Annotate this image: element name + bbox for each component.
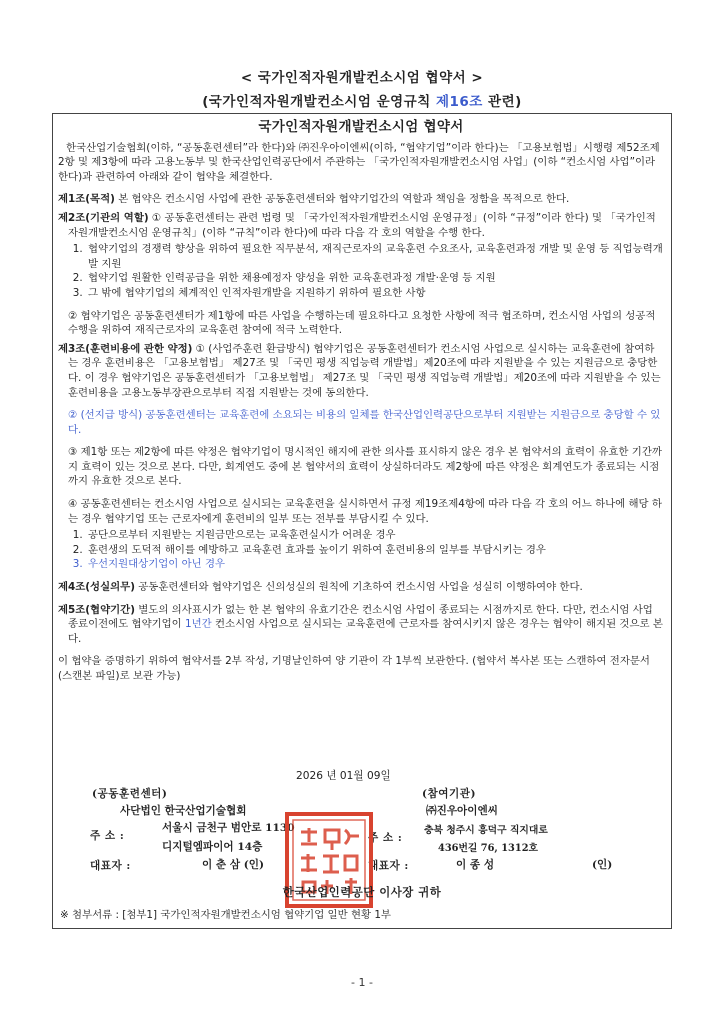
article-3-body: ① (사업주훈련 환급방식) 협약기업은 공동훈련센터가 컨소시엄 사업으로 실시하는 교육훈련에 참여하는 경우 훈련비용은 「고용보험법」 제27조 및 「국민 평생 직업능력 개발법」제20조에 따라 지원받을 수 있는 지원금으로 충당한다. 이 경우 협약기업은 공동훈련센터가 「고용보험법」 제27조 및 「국민 평생 직업능력 개발법」제20조에 따라 지원받을 수 있는 훈련비용을 고용노동부장관으로부터 직접 지원받는 것에 동의한다. xyxy=(68,342,661,399)
recipient-line: 한국산업인력공단 이사장 귀하 xyxy=(282,885,442,899)
agreement-date: 2026 년 01월 09일 xyxy=(296,770,391,782)
list-item: 3. 우선지원대상기업이 아닌 경우 xyxy=(86,557,664,572)
list-item: 2. 협약기업 원활한 인력공급을 위한 채용예정자 양성을 위한 교육훈련과정 개발·운영 등 지원 xyxy=(86,271,664,286)
article-4-heading: 제4조(성실의무) xyxy=(58,581,135,594)
right-seal-mark: (인) xyxy=(592,859,613,871)
attachment-note: ※ 첨부서류 : [첨부1] 국가인적자원개발컨소시엄 협약기업 일반 현황 1부 xyxy=(60,909,391,921)
article-5-body-b: 컨소시엄 사업으로 실시되는 교육훈련에 근로자를 참여시키지 않은 경우는 협약이 해지된 것으로 본다. xyxy=(68,618,663,645)
intro-paragraph: 한국산업기술협회(이하, “공동훈련센터”라 한다)와 ㈜진우아이엔씨(이하, “협약기업”이라 한다)는 「고용보험법」시행령 제52조제2항 및 제3항에 따라 고용노동부 및 한국산업인력공단에서 주관하는 「국가인적자원개발컨소시엄 사업」(이하 “컨소시엄 사업”이라 한다)과 관련하여 아래와 같이 협약을 체결한다. xyxy=(58,141,660,183)
article-2-heading: 제2조(기관의 역할) xyxy=(58,211,149,224)
left-party-role: (공동훈련센터) xyxy=(92,788,168,800)
article-1-body: 본 협약은 컨소시엄 사업에 관한 공동훈련센터와 협약기업간의 역할과 책임을 정함을 목적으로 한다. xyxy=(114,193,570,206)
page-number: - 1 - xyxy=(351,976,373,989)
list-item: 1. 협약기업의 경쟁력 향상을 위하여 필요한 직무분석, 재직근로자의 교육훈련 수요조사, 교육훈련과정 개발 및 운영 등 직업능력개발 지원 xyxy=(86,242,664,271)
article-2-body: ① 공동훈련센터는 관련 법령 및 「국가인적자원개발컨소시엄 운영규정」(이하 “규정”이라 한다) 및 「국가인적자원개발컨소시엄 운영규칙」(이하 “규칙”이라 한다)에 따라 다음 각 호의 역할을 수행 한다. xyxy=(68,211,656,239)
left-address-line-1: 서울시 금천구 범안로 1130 xyxy=(162,822,295,834)
article-1 xyxy=(58,192,664,207)
closing-statement: 이 협약을 증명하기 위하여 협약서를 2부 작성, 기명날인하여 양 기관이 각 1부씩 보관한다. (협약서 복사본 또는 스캔하여 전자문서(스캔본 파일)로 보관 가능) xyxy=(58,655,650,682)
article-3-paragraph-3: ③ 제1항 또는 제2항에 따른 약정은 협약기업이 명시적인 해지에 관한 의사를 표시하지 않은 경우 본 협약서의 효력이 유효한 기간까지 효력이 있는 것으로 본다. 다만, 회계연도 중에 본 협약서의 효력이 상실하더라도 제2항에 따른 약정은 회계연도가 종료되는 시점까지 유효한 것으로 본다. xyxy=(68,446,662,488)
article-5 xyxy=(58,603,664,647)
article-4-body: 공동훈련센터와 협약기업은 신의성실의 원칙에 기초하여 컨소시엄 사업을 성실히 이행하여야 한다. xyxy=(134,581,583,594)
subheader-article-ref: 제16조 xyxy=(435,94,483,110)
left-address-line-2: 디지털엠파이어 14층 xyxy=(162,841,263,853)
article-3-heading: 제3조(훈련비용에 관한 약정) xyxy=(58,342,193,355)
subheader-pre: (국가인적자원개발컨소시엄 운영규칙 xyxy=(202,94,436,110)
right-address-line-2: 436번길 76, 1312호 xyxy=(438,843,538,854)
document-subheader xyxy=(0,90,724,110)
right-party-org: ㈜진우아이엔씨 xyxy=(426,805,498,817)
article-5-heading: 제5조(협약기간) xyxy=(58,603,135,616)
article-3-paragraph-2: ② (선지급 방식) 공동훈련센터는 교육훈련에 소요되는 비용의 일체를 한국산업인력공단으로부터 지원받는 지원금으로 충당할 수 있다. xyxy=(68,409,661,436)
article-5-highlight: 1년간 xyxy=(185,618,212,631)
list-item: 2. 훈련생의 도덕적 해이를 예방하고 교육훈련 효과를 높이기 위하여 훈련비용의 일부를 부담시키는 경우 xyxy=(86,543,664,558)
right-address-line-1: 충북 청주시 흥덕구 직지대로 xyxy=(424,825,548,836)
article-3-list xyxy=(58,528,664,572)
right-representative: 이 종 성 xyxy=(456,859,495,871)
article-2-list xyxy=(58,242,664,300)
subheader-post: 관련) xyxy=(482,94,522,110)
left-representative: 이 춘 삼 (인) xyxy=(202,859,265,871)
article-3 xyxy=(58,342,664,400)
left-address-label: 주 소 : xyxy=(90,830,125,842)
article-1-heading: 제1조(목적) xyxy=(58,193,115,206)
document-header: < 국가인적자원개발컨소시엄 협약서 > xyxy=(240,70,484,86)
left-party-org: 사단법인 한국산업기술협회 xyxy=(120,805,247,817)
left-rep-label: 대표자 : xyxy=(90,860,131,872)
list-item: 3. 그 밖에 협약기업의 체계적인 인적자원개발을 지원하기 위하여 필요한 사항 xyxy=(86,286,664,301)
article-2 xyxy=(58,211,664,240)
agreement-title: 국가인적자원개발컨소시엄 협약서 xyxy=(258,119,464,135)
right-party-role: (참여기관) xyxy=(422,788,476,800)
list-item: 1. 공단으로부터 지원받는 지원금만으로는 교육훈련실시가 어려운 경우 xyxy=(86,528,664,543)
agreement-body xyxy=(58,120,664,684)
right-address-label: 주 소 : xyxy=(368,832,403,844)
article-5-body-a: 별도의 의사표시가 없는 한 본 협약의 유효기간은 컨소시엄 사업이 종료되는 시점까지로 한다. 다만, 컨소시엄 사업 종료이전에도 협약기업이 xyxy=(68,603,653,631)
article-4 xyxy=(58,580,664,595)
article-2-paragraph-2: ② 협약기업은 공동훈련센터가 제1항에 따른 사업을 수행하는데 필요하다고 요청한 사항에 적극 협조하며, 컨소시엄 사업의 성공적 수행을 위하여 재직근로자의 교육훈련 참여에 적극 노력한다. xyxy=(68,309,656,337)
article-3-paragraph-4: ④ 공동훈련센터는 컨소시엄 사업으로 실시되는 교육훈련을 실시하면서 규정 제19조제4항에 따라 다음 각 호의 어느 하나에 해당 하는 경우 협약기업 또는 근로자에게 훈련비의 일부 또는 전부를 부담시킬 수 있다. xyxy=(68,498,662,525)
right-rep-label: 대표자 : xyxy=(368,860,409,872)
